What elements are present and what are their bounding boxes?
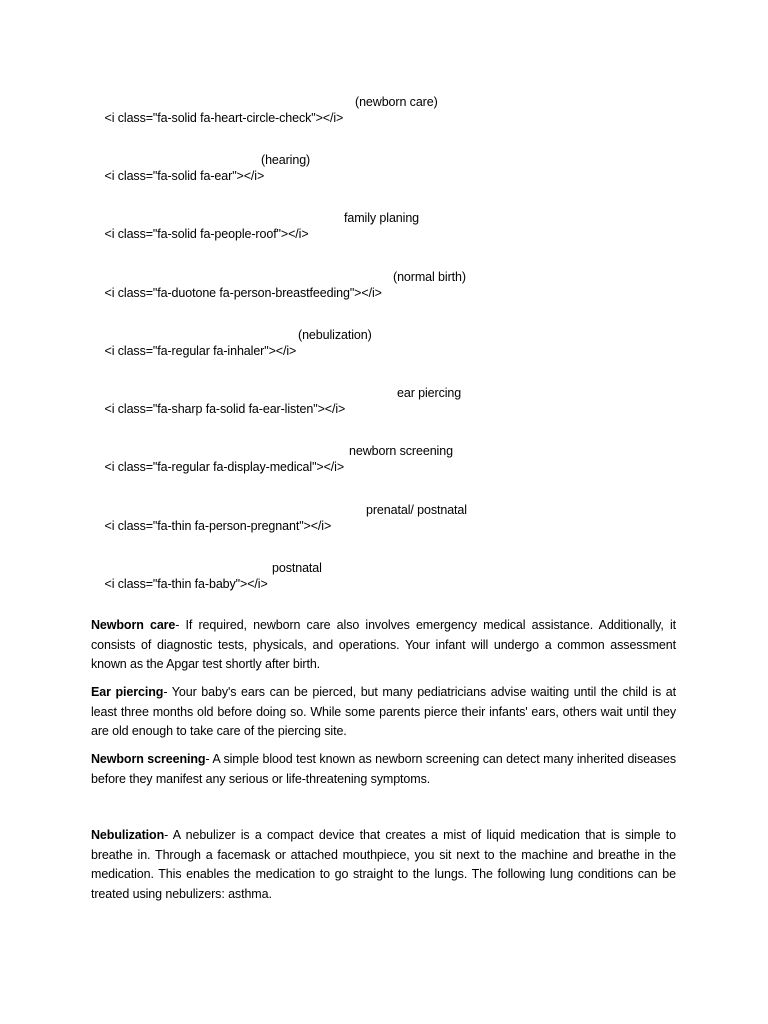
- paragraph-heading: Nebulization: [91, 828, 165, 842]
- icon-code: <i class="fa-sharp fa-solid fa-ear-listen"></i>: [104, 402, 346, 416]
- icon-label: postnatal: [272, 561, 322, 575]
- icon-line-prenatal-postnatal: [91, 502, 467, 566]
- paragraph-body: - Your baby's ears can be pierced, but many pediatricians advise waiting until the child is at least three months old before doing so. While some parents pierce their infants' ears, others wait until they are old enough to take care of the piercing site.: [91, 685, 676, 738]
- paragraph-heading: Ear piercing: [91, 685, 164, 699]
- icon-line-newborn-care: [91, 94, 438, 158]
- icon-line-ear-piercing: [91, 385, 462, 449]
- paragraph-body: - A nebulizer is a compact device that creates a mist of liquid medication that is simple to breathe in. Through a facemask or attached mouthpiece, you sit next to the machine and breathe in the medication. This enables the medication to go straight to the lungs. The following lung conditions can be treated using nebulizers: asthma.: [91, 828, 676, 901]
- paragraph-ear-piercing: [91, 683, 676, 742]
- icon-line-nebulization: [91, 327, 372, 391]
- icon-line-hearing: [91, 152, 311, 216]
- icon-code: <i class="fa-duotone fa-person-breastfeeding"></i>: [104, 286, 382, 300]
- icon-label: prenatal/ postnatal: [366, 503, 467, 517]
- icon-label: (newborn care): [355, 95, 438, 109]
- icon-label: (normal birth): [393, 270, 466, 284]
- icon-code: <i class="fa-solid fa-heart-circle-check"></i>: [104, 111, 344, 125]
- paragraph-body: - If required, newborn care also involves emergency medical assistance. Additionally, it consists of diagnostic tests, physicals, and operations. Your infant will undergo a common assessment known as the Apgar test shortly after birth.: [91, 618, 676, 671]
- icon-line-postnatal: [91, 560, 322, 624]
- icon-line-normal-birth: [91, 269, 466, 333]
- icon-label: family planing: [344, 211, 420, 225]
- icon-code: <i class="fa-regular fa-display-medical"></i>: [104, 460, 345, 474]
- paragraph-body: - A simple blood test known as newborn screening can detect many inherited diseases before they manifest any serious or life-threatening symptoms.: [91, 752, 676, 786]
- icon-label: ear piercing: [397, 386, 462, 400]
- icon-code: <i class="fa-solid fa-people-roof"></i>: [104, 227, 309, 241]
- icon-label: (hearing): [261, 153, 311, 167]
- paragraph-nebulization: [91, 826, 676, 904]
- paragraph-newborn-care: [91, 616, 676, 675]
- icon-code: <i class="fa-regular fa-inhaler"></i>: [104, 344, 297, 358]
- icon-line-newborn-screening: [91, 443, 453, 507]
- icon-code: <i class="fa-thin fa-baby"></i>: [104, 577, 268, 591]
- icon-line-family-planing: [91, 210, 420, 274]
- icon-code: <i class="fa-solid fa-ear"></i>: [104, 169, 265, 183]
- paragraph-heading: Newborn care: [91, 618, 176, 632]
- icon-label: (nebulization): [298, 328, 372, 342]
- icon-code: <i class="fa-thin fa-person-pregnant"></i>: [104, 519, 332, 533]
- paragraph-heading: Newborn screening: [91, 752, 206, 766]
- icon-label: newborn screening: [349, 444, 453, 458]
- paragraph-newborn-screening: [91, 750, 676, 789]
